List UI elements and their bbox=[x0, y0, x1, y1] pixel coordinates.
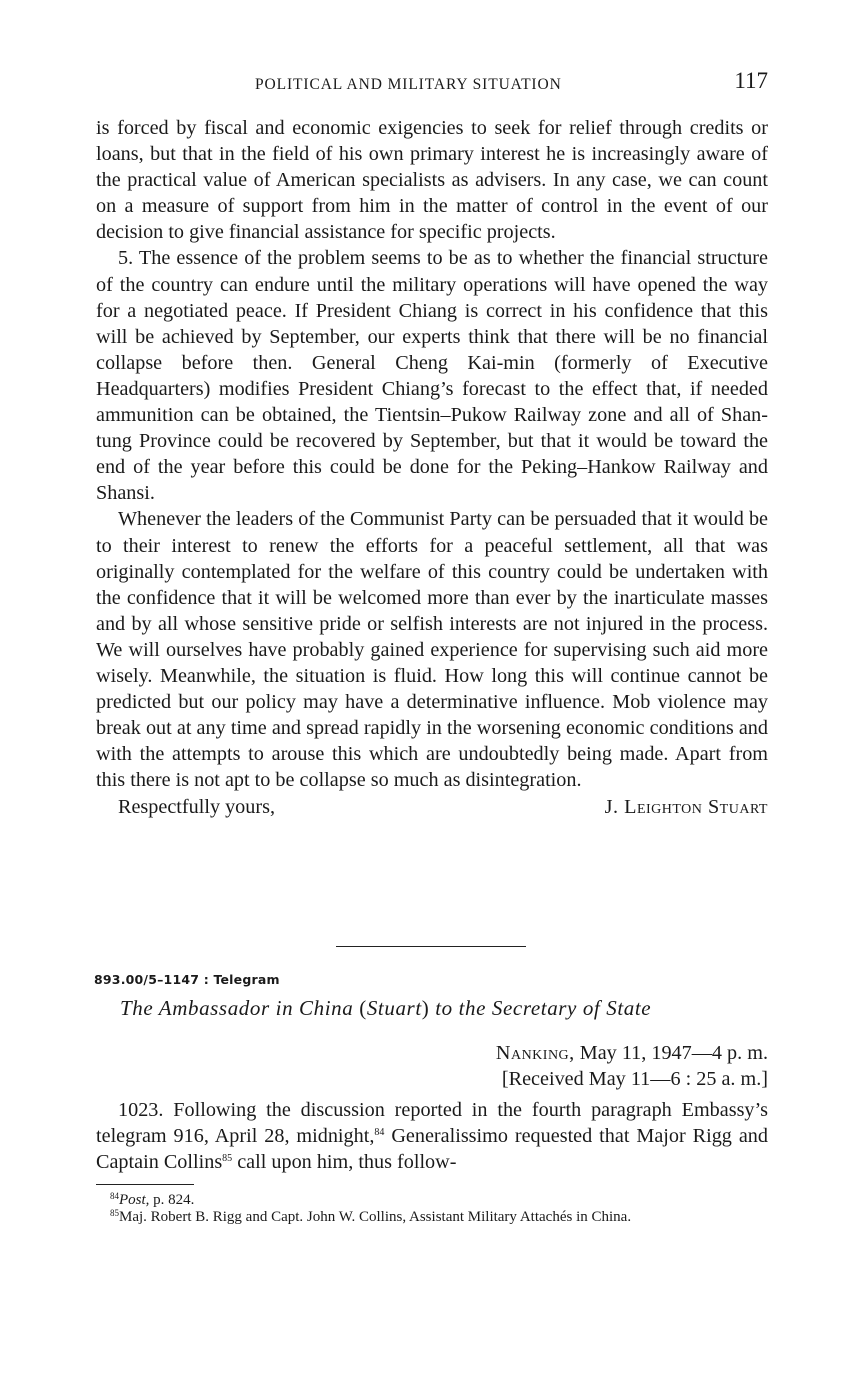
footnote-ref-84: 84 bbox=[374, 1127, 385, 1139]
footnote-text: Maj. Robert B. Rigg and Capt. John W. Collins, Assistant Military Attachés in China. bbox=[119, 1209, 632, 1225]
dateline-received: [Received May 11—6 : 25 a. m.] bbox=[501, 1068, 768, 1090]
footnote-mark: 85 bbox=[110, 1208, 119, 1218]
running-head bbox=[96, 66, 768, 100]
title-name: Stuart bbox=[366, 996, 422, 1020]
section-divider bbox=[336, 946, 526, 947]
footnote-84 bbox=[96, 1192, 768, 1209]
footnote-italic: Post, bbox=[119, 1192, 150, 1208]
dateline bbox=[496, 1040, 768, 1092]
dateline-sent bbox=[496, 1040, 768, 1066]
page-number: 117 bbox=[734, 68, 768, 93]
dateline-date: May 11, 1947—4 p. m. bbox=[574, 1042, 768, 1064]
footnote-text: p. 824. bbox=[149, 1192, 195, 1208]
document-title bbox=[120, 996, 651, 1021]
title-paren-close: ) bbox=[421, 996, 430, 1020]
title-part-2: to the Secretary of State bbox=[429, 996, 652, 1020]
telegram-body bbox=[96, 1097, 768, 1175]
signature: J. Leighton Stuart bbox=[604, 796, 768, 819]
salutation: Respectfully yours, bbox=[118, 796, 275, 819]
title-part-1: The Ambassador in China bbox=[120, 996, 360, 1020]
footnote-ref-85: 85 bbox=[222, 1153, 233, 1165]
paragraph-continuation: is forced by fiscal and economic exigencies to seek for relief through credits or loans, but that in the field of his own primary interest he is increasingly aware of the practical value of American specialists as advisers. In any case, we can count on a measure of support from him in the matter of control in the event of our decision to give financial assistance for specific projects. bbox=[96, 117, 768, 244]
running-title: POLITICAL AND MILITARY SITUATION bbox=[255, 76, 562, 93]
footnote-rule bbox=[96, 1184, 194, 1185]
footnote-85 bbox=[96, 1209, 768, 1226]
title-paren-open: ( bbox=[359, 996, 367, 1020]
telegram-text-2: Generalissimo requested that Major Rigg and Captain Collins bbox=[96, 1125, 768, 1174]
footnotes bbox=[96, 1192, 768, 1226]
telegram-text-1: 1023. Following the discussion reported in the fourth paragraph Embassy’s telegram 916, April 28, midnight, bbox=[96, 1099, 768, 1148]
letter-body bbox=[96, 115, 768, 824]
file-reference: 893.00/5–1147 : Telegram bbox=[94, 972, 280, 987]
dateline-place: Nanking, bbox=[495, 1042, 575, 1064]
telegram-text-3: call upon him, thus follow- bbox=[232, 1151, 457, 1174]
footnote-mark: 84 bbox=[110, 1191, 119, 1201]
paragraph-closing: Whenever the leaders of the Communist Party can be persuaded that it would be to their interest to renew the efforts for a peaceful settlement, all that was originally contemplated for the welfare of this country could be undertaken with the confidence that it will be welcomed more than ever by the inarticulate masses and by all whose sensitive pride or selfish interests are not injured in the process. We will ourselves have probably gained experience for supervising such aid more wisely. Meanwhile, the situation is fluid. How long this will continue cannot be predicted but our policy may have a determinative influence. Mob violence may break out at any time and spread rapidly in the worsening economic conditions and with the attempts to arouse this which are undoubtedly being made. Apart from this there is not apt to be collapse so much as disintegration. bbox=[96, 508, 768, 792]
paragraph-5: 5. The essence of the problem seems to be as to whether the financial structure of the country can endure until the military operations will have opened the way for a negotiated peace. If President Chiang is correct in his confidence that this will be achieved by September, our experts think that there will be no financial collapse before then. General Cheng Kai-min (formerly of Executive Headquarters) modifies President Chiang’s forecast to the effect that, if needed ammunition can be obtained, the Tientsin–Pukow Railway zone and all of Shantung Province could be recovered by September, but that it would be toward the end of the year before this could be done for the Peking–Hankow Railway and Shansi. bbox=[96, 247, 768, 505]
closing-block bbox=[96, 794, 768, 824]
telegram-paragraph bbox=[96, 1097, 768, 1175]
